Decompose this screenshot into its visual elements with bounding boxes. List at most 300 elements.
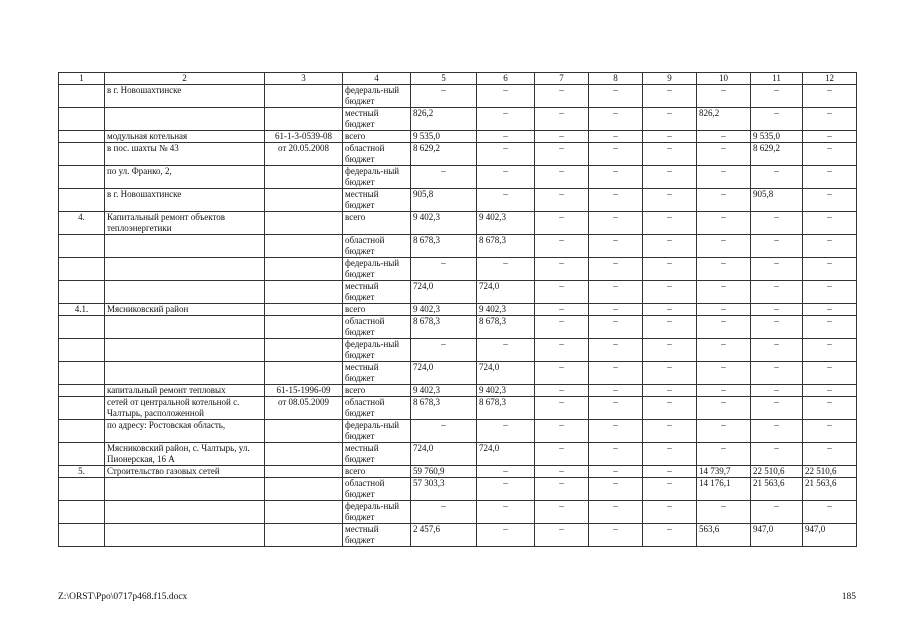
row-number <box>59 166 105 189</box>
value-cell: – <box>535 304 589 316</box>
value-cell: – <box>411 420 477 443</box>
object-name <box>105 501 265 524</box>
value-cell: 8 629,2 <box>751 143 803 166</box>
value-cell: – <box>697 258 751 281</box>
value-cell: – <box>751 212 803 235</box>
table-row <box>59 362 857 385</box>
row-number <box>59 339 105 362</box>
column-header-12: 12 <box>803 73 857 85</box>
object-name <box>105 281 265 304</box>
document-number: от 20.05.2008 <box>265 143 343 166</box>
value-cell: – <box>535 385 589 397</box>
value-cell: – <box>589 466 643 478</box>
value-cell: – <box>803 385 857 397</box>
column-header-2: 2 <box>105 73 265 85</box>
table-row <box>59 212 857 235</box>
document-number <box>265 420 343 443</box>
value-cell: – <box>643 362 697 385</box>
value-cell: – <box>643 304 697 316</box>
object-name: в г. Новошахтинске <box>105 189 265 212</box>
document-number: от 08.05.2009 <box>265 397 343 420</box>
value-cell: – <box>643 131 697 143</box>
table-row <box>59 235 857 258</box>
column-header-1: 1 <box>59 73 105 85</box>
value-cell: 947,0 <box>803 524 857 547</box>
value-cell: – <box>643 85 697 108</box>
funding-source: местный бюджет <box>343 108 411 131</box>
value-cell: – <box>803 258 857 281</box>
value-cell: – <box>643 339 697 362</box>
document-number <box>265 235 343 258</box>
table-row <box>59 85 857 108</box>
value-cell: – <box>697 281 751 304</box>
table-row <box>59 304 857 316</box>
row-number: 4. <box>59 212 105 235</box>
value-cell: 8 678,3 <box>411 316 477 339</box>
value-cell: – <box>751 281 803 304</box>
value-cell: – <box>477 524 535 547</box>
value-cell: 563,6 <box>697 524 751 547</box>
value-cell: – <box>589 397 643 420</box>
value-cell: – <box>477 143 535 166</box>
value-cell: 9 535,0 <box>411 131 477 143</box>
row-number <box>59 143 105 166</box>
object-name <box>105 235 265 258</box>
funding-source: областной бюджет <box>343 143 411 166</box>
document-number <box>265 524 343 547</box>
table-row <box>59 524 857 547</box>
value-cell: – <box>697 85 751 108</box>
value-cell: – <box>643 143 697 166</box>
funding-source: местный бюджет <box>343 189 411 212</box>
value-cell: 8 678,3 <box>477 235 535 258</box>
value-cell: – <box>643 524 697 547</box>
value-cell: – <box>477 420 535 443</box>
row-number <box>59 281 105 304</box>
value-cell: – <box>589 478 643 501</box>
value-cell: 905,8 <box>411 189 477 212</box>
table-row <box>59 189 857 212</box>
column-header-3: 3 <box>265 73 343 85</box>
value-cell: – <box>589 316 643 339</box>
value-cell: – <box>697 397 751 420</box>
document-number <box>265 443 343 466</box>
value-cell: 59 760,9 <box>411 466 477 478</box>
object-name: Строительство газовых сетей <box>105 466 265 478</box>
value-cell: – <box>803 143 857 166</box>
value-cell: – <box>643 443 697 466</box>
value-cell: – <box>477 189 535 212</box>
value-cell: – <box>589 258 643 281</box>
funding-source: федераль-ный бюджет <box>343 339 411 362</box>
funding-source: всего <box>343 131 411 143</box>
value-cell: – <box>751 501 803 524</box>
value-cell: – <box>411 501 477 524</box>
row-number <box>59 258 105 281</box>
value-cell: – <box>411 258 477 281</box>
funding-source: местный бюджет <box>343 443 411 466</box>
value-cell: 724,0 <box>411 281 477 304</box>
value-cell: – <box>751 420 803 443</box>
funding-source: местный бюджет <box>343 524 411 547</box>
value-cell: – <box>643 189 697 212</box>
funding-source: федераль-ный бюджет <box>343 501 411 524</box>
value-cell: – <box>535 443 589 466</box>
value-cell: – <box>477 258 535 281</box>
value-cell: – <box>751 258 803 281</box>
value-cell: 21 563,6 <box>803 478 857 501</box>
value-cell: – <box>751 304 803 316</box>
table-row <box>59 478 857 501</box>
value-cell: – <box>535 166 589 189</box>
object-name <box>105 524 265 547</box>
value-cell: – <box>643 420 697 443</box>
document-number: 61-15-1996-09 <box>265 385 343 397</box>
object-name: в пос. шахты № 43 <box>105 143 265 166</box>
value-cell: 905,8 <box>751 189 803 212</box>
table-row <box>59 466 857 478</box>
value-cell: 9 535,0 <box>751 131 803 143</box>
row-number <box>59 189 105 212</box>
document-number <box>265 281 343 304</box>
value-cell: – <box>697 166 751 189</box>
value-cell: 947,0 <box>751 524 803 547</box>
value-cell: – <box>643 316 697 339</box>
value-cell: – <box>411 166 477 189</box>
object-name: в г. Новошахтинске <box>105 85 265 108</box>
row-number <box>59 397 105 420</box>
value-cell: – <box>751 362 803 385</box>
value-cell: – <box>589 235 643 258</box>
object-name <box>105 478 265 501</box>
row-number <box>59 443 105 466</box>
object-name <box>105 362 265 385</box>
column-header-7: 7 <box>535 73 589 85</box>
value-cell: 826,2 <box>411 108 477 131</box>
row-number <box>59 420 105 443</box>
row-number: 5. <box>59 466 105 478</box>
funding-source: областной бюджет <box>343 235 411 258</box>
value-cell: 9 402,3 <box>411 212 477 235</box>
value-cell: – <box>411 85 477 108</box>
value-cell: – <box>411 339 477 362</box>
value-cell: – <box>477 466 535 478</box>
value-cell: 22 510,6 <box>751 466 803 478</box>
value-cell: – <box>535 143 589 166</box>
column-header-9: 9 <box>643 73 697 85</box>
value-cell: – <box>589 501 643 524</box>
object-name: капитальный ремонт тепловых <box>105 385 265 397</box>
value-cell: – <box>535 362 589 385</box>
value-cell: – <box>477 501 535 524</box>
value-cell: – <box>751 85 803 108</box>
value-cell: – <box>535 281 589 304</box>
funding-source: областной бюджет <box>343 478 411 501</box>
value-cell: – <box>477 85 535 108</box>
value-cell: 21 563,6 <box>751 478 803 501</box>
value-cell: 724,0 <box>477 443 535 466</box>
value-cell: 8 678,3 <box>477 397 535 420</box>
value-cell: 8 629,2 <box>411 143 477 166</box>
column-header-6: 6 <box>477 73 535 85</box>
document-number <box>265 339 343 362</box>
document-number <box>265 501 343 524</box>
table-row <box>59 108 857 131</box>
document-number <box>265 258 343 281</box>
object-name: по ул. Франко, 2, <box>105 166 265 189</box>
value-cell: – <box>803 131 857 143</box>
document-number <box>265 189 343 212</box>
value-cell: – <box>697 420 751 443</box>
value-cell: – <box>477 131 535 143</box>
value-cell: – <box>803 85 857 108</box>
value-cell: 724,0 <box>477 281 535 304</box>
value-cell: – <box>589 524 643 547</box>
object-name: Мясниковский район, с. Чалтырь, ул. Пионерская, 16 А <box>105 443 265 466</box>
value-cell: – <box>477 166 535 189</box>
object-name: сетей от центральной котельной с. Чалтырь, расположенной <box>105 397 265 420</box>
value-cell: – <box>751 443 803 466</box>
value-cell: – <box>803 397 857 420</box>
value-cell: – <box>803 501 857 524</box>
table-row <box>59 339 857 362</box>
object-name <box>105 108 265 131</box>
value-cell: – <box>535 108 589 131</box>
value-cell: 9 402,3 <box>477 304 535 316</box>
document-number <box>265 478 343 501</box>
row-number <box>59 131 105 143</box>
value-cell: – <box>589 143 643 166</box>
value-cell: – <box>697 443 751 466</box>
value-cell: – <box>589 281 643 304</box>
object-name: Мясниковский район <box>105 304 265 316</box>
object-name <box>105 258 265 281</box>
value-cell: 724,0 <box>477 362 535 385</box>
document-number <box>265 316 343 339</box>
value-cell: 22 510,6 <box>803 466 857 478</box>
document-number <box>265 304 343 316</box>
value-cell: – <box>643 281 697 304</box>
value-cell: – <box>751 316 803 339</box>
value-cell: – <box>535 258 589 281</box>
value-cell: – <box>589 108 643 131</box>
value-cell: – <box>535 212 589 235</box>
value-cell: – <box>803 420 857 443</box>
value-cell: – <box>643 385 697 397</box>
value-cell: – <box>589 212 643 235</box>
budget-table <box>58 72 857 547</box>
row-number: 4.1. <box>59 304 105 316</box>
value-cell: – <box>589 362 643 385</box>
value-cell: 8 678,3 <box>477 316 535 339</box>
value-cell: – <box>643 501 697 524</box>
value-cell: – <box>643 166 697 189</box>
table-header-row <box>59 73 857 85</box>
document-number <box>265 212 343 235</box>
value-cell: 9 402,3 <box>477 385 535 397</box>
table-row <box>59 131 857 143</box>
row-number <box>59 362 105 385</box>
value-cell: – <box>477 339 535 362</box>
value-cell: – <box>697 304 751 316</box>
object-name: модульная котельная <box>105 131 265 143</box>
row-number <box>59 385 105 397</box>
value-cell: 14 739,7 <box>697 466 751 478</box>
row-number <box>59 85 105 108</box>
value-cell: – <box>803 281 857 304</box>
table-row <box>59 166 857 189</box>
value-cell: 57 303,3 <box>411 478 477 501</box>
table-row <box>59 385 857 397</box>
value-cell: – <box>535 397 589 420</box>
value-cell: – <box>697 316 751 339</box>
value-cell: – <box>535 316 589 339</box>
value-cell: – <box>803 443 857 466</box>
column-header-8: 8 <box>589 73 643 85</box>
document-number: 61-1-3-0539-08 <box>265 131 343 143</box>
value-cell: – <box>697 189 751 212</box>
value-cell: – <box>589 166 643 189</box>
value-cell: – <box>643 235 697 258</box>
value-cell: – <box>751 339 803 362</box>
value-cell: – <box>697 362 751 385</box>
value-cell: – <box>803 166 857 189</box>
document-number <box>265 466 343 478</box>
funding-source: местный бюджет <box>343 281 411 304</box>
funding-source: всего <box>343 385 411 397</box>
value-cell: – <box>535 339 589 362</box>
table-row <box>59 281 857 304</box>
value-cell: – <box>535 85 589 108</box>
funding-source: всего <box>343 304 411 316</box>
funding-source: федераль-ный бюджет <box>343 85 411 108</box>
table-row <box>59 420 857 443</box>
document-number <box>265 362 343 385</box>
funding-source: областной бюджет <box>343 397 411 420</box>
value-cell: – <box>643 466 697 478</box>
object-name: Капитальный ремонт объектов теплоэнергетики <box>105 212 265 235</box>
value-cell: – <box>697 131 751 143</box>
value-cell: – <box>803 235 857 258</box>
value-cell: – <box>643 397 697 420</box>
row-number <box>59 501 105 524</box>
value-cell: – <box>803 212 857 235</box>
value-cell: – <box>697 212 751 235</box>
value-cell: 9 402,3 <box>411 304 477 316</box>
table-row <box>59 316 857 339</box>
value-cell: – <box>751 235 803 258</box>
value-cell: – <box>697 339 751 362</box>
value-cell: – <box>697 235 751 258</box>
row-number <box>59 478 105 501</box>
value-cell: – <box>803 316 857 339</box>
object-name <box>105 316 265 339</box>
value-cell: – <box>589 339 643 362</box>
funding-source: федераль-ный бюджет <box>343 420 411 443</box>
value-cell: – <box>535 420 589 443</box>
value-cell: – <box>803 189 857 212</box>
row-number <box>59 316 105 339</box>
value-cell: – <box>589 189 643 212</box>
value-cell: – <box>751 166 803 189</box>
value-cell: – <box>535 189 589 212</box>
value-cell: – <box>643 108 697 131</box>
value-cell: – <box>803 304 857 316</box>
value-cell: – <box>589 131 643 143</box>
column-header-10: 10 <box>697 73 751 85</box>
value-cell: – <box>697 143 751 166</box>
value-cell: – <box>751 385 803 397</box>
funding-source: федераль-ный бюджет <box>343 258 411 281</box>
row-number <box>59 108 105 131</box>
value-cell: 724,0 <box>411 443 477 466</box>
funding-source: местный бюджет <box>343 362 411 385</box>
value-cell: – <box>803 362 857 385</box>
value-cell: – <box>535 501 589 524</box>
value-cell: – <box>697 385 751 397</box>
footer-file-path: Z:\ORST\Ppo\0717p468.f15.docx <box>58 592 188 602</box>
value-cell: – <box>535 524 589 547</box>
value-cell: 2 457,6 <box>411 524 477 547</box>
value-cell: – <box>803 108 857 131</box>
value-cell: – <box>643 258 697 281</box>
object-name <box>105 339 265 362</box>
value-cell: – <box>535 466 589 478</box>
value-cell: 14 176,1 <box>697 478 751 501</box>
funding-source: всего <box>343 466 411 478</box>
document-number <box>265 108 343 131</box>
value-cell: – <box>589 385 643 397</box>
table-row <box>59 501 857 524</box>
funding-source: областной бюджет <box>343 316 411 339</box>
value-cell: – <box>477 108 535 131</box>
value-cell: – <box>589 420 643 443</box>
object-name: по адресу: Ростовская область, <box>105 420 265 443</box>
value-cell: – <box>643 478 697 501</box>
table-row <box>59 143 857 166</box>
value-cell: – <box>643 212 697 235</box>
table-row <box>59 397 857 420</box>
column-header-4: 4 <box>343 73 411 85</box>
value-cell: – <box>535 235 589 258</box>
value-cell: – <box>751 397 803 420</box>
table-row <box>59 258 857 281</box>
column-header-5: 5 <box>411 73 477 85</box>
value-cell: 8 678,3 <box>411 235 477 258</box>
value-cell: – <box>589 85 643 108</box>
value-cell: – <box>751 108 803 131</box>
column-header-11: 11 <box>751 73 803 85</box>
value-cell: – <box>697 501 751 524</box>
page-number: 185 <box>841 592 856 602</box>
value-cell: – <box>535 478 589 501</box>
table-body <box>59 73 857 547</box>
value-cell: 9 402,3 <box>411 385 477 397</box>
value-cell: – <box>589 443 643 466</box>
document-number <box>265 166 343 189</box>
table-row <box>59 443 857 466</box>
value-cell: 724,0 <box>411 362 477 385</box>
value-cell: 8 678,3 <box>411 397 477 420</box>
funding-source: федераль-ный бюджет <box>343 166 411 189</box>
value-cell: – <box>535 131 589 143</box>
value-cell: 826,2 <box>697 108 751 131</box>
document-number <box>265 85 343 108</box>
value-cell: – <box>803 339 857 362</box>
value-cell: – <box>477 478 535 501</box>
row-number <box>59 524 105 547</box>
row-number <box>59 235 105 258</box>
